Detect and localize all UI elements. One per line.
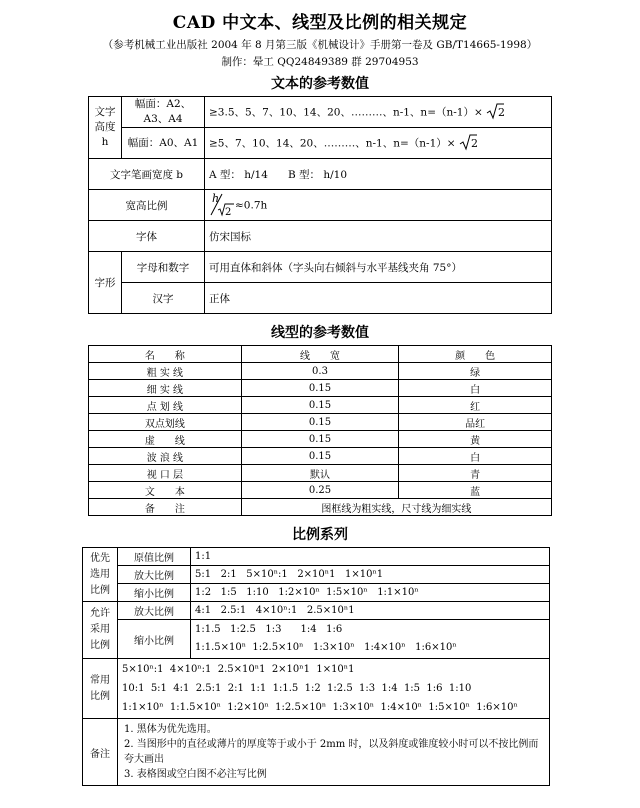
preferred-label: 优先选用比例 bbox=[83, 548, 118, 602]
shape-label: 字形 bbox=[89, 252, 122, 314]
line-width: 0.15 bbox=[241, 414, 398, 431]
allowed-reduce-line-1: 1:1.5 1:2.5 1:3 1:4 1:6 bbox=[195, 624, 343, 635]
frame-a0a1-label: 幅面：A0、A1 bbox=[122, 128, 205, 159]
allowed-enlarge-label: 放大比例 bbox=[118, 602, 191, 620]
letters-value: 可用直体和斜体（字头向右倾斜与水平基线夹角 75°） bbox=[205, 252, 552, 283]
common-line-3: 1:1×10ⁿ 1:1.5×10ⁿ 1:2×10ⁿ 1:2.5×10ⁿ 1:3×10ⁿ 1:4×10ⁿ 1:5×10ⁿ 1:6×10ⁿ bbox=[122, 702, 518, 713]
stroke-width-label: 文字笔画宽度 b bbox=[89, 159, 205, 190]
line-width: 0.15 bbox=[241, 380, 398, 397]
text-section-heading: 文本的参考数值 bbox=[271, 76, 369, 92]
sqrt2-symbol bbox=[486, 102, 504, 123]
orig-label: 原值比例 bbox=[118, 548, 191, 566]
ratio-h: h bbox=[212, 191, 220, 205]
scale-section-heading: 比例系列 bbox=[292, 527, 348, 543]
ratio-value bbox=[205, 190, 552, 221]
line-width: 0.3 bbox=[241, 363, 398, 380]
common-label: 常用比例 bbox=[83, 659, 118, 719]
col-color-header: 颜 色 bbox=[399, 346, 552, 363]
line-width: 默认 bbox=[241, 465, 398, 482]
line-color: 绿 bbox=[399, 363, 552, 380]
common-line-1: 5×10ⁿ:1 4×10ⁿ:1 2.5×10ⁿ1 2×10ⁿ1 1×10ⁿ1 bbox=[122, 664, 355, 675]
ratio-sqrt2: 2 bbox=[225, 206, 232, 218]
font-label: 字体 bbox=[89, 221, 205, 252]
page-title: CAD 中文本、线型及比例的相关规定 bbox=[172, 13, 468, 33]
line-name: 波 浪 线 bbox=[89, 448, 242, 465]
enlarge-label: 放大比例 bbox=[118, 566, 191, 584]
author-line: 制作：晕工 QQ24849389 群 29704953 bbox=[221, 56, 419, 68]
table-header-row bbox=[89, 346, 552, 363]
values-a0a1-text: ≥5、7、10、14、20、………、n-1、n=（n-1）× bbox=[209, 137, 456, 149]
sqrt2-digit: 2 bbox=[498, 105, 506, 119]
table-row bbox=[89, 363, 552, 380]
remark-3: 3. 表格图或空白图不必注写比例 bbox=[124, 769, 267, 780]
line-name: 细 实 线 bbox=[89, 380, 242, 397]
ratio-approx: ≈0.7h bbox=[235, 199, 268, 211]
line-width: 0.25 bbox=[241, 482, 398, 499]
line-type-table bbox=[88, 345, 552, 516]
text-height-label: 文字高度h bbox=[89, 97, 122, 159]
reference-note: （参考机械工业出版社 2004 年 8 月第三版《机械设计》手册第一卷及 GB/T14665-1998） bbox=[102, 39, 538, 51]
font-value: 仿宋国标 bbox=[205, 221, 552, 252]
line-color: 白 bbox=[399, 380, 552, 397]
frame-a2a4-label: 幅面：A2、A3、A4 bbox=[122, 97, 205, 128]
table-row bbox=[89, 414, 552, 431]
line-name: 粗 实 线 bbox=[89, 363, 242, 380]
allowed-label: 允许采用比例 bbox=[83, 602, 118, 659]
line-color: 白 bbox=[399, 448, 552, 465]
remark-1: 1. 黑体为优先选用。 bbox=[124, 724, 217, 735]
remarks-label: 备注 bbox=[83, 719, 118, 786]
line-width: 0.15 bbox=[241, 431, 398, 448]
table-row bbox=[89, 465, 552, 482]
line-section-heading: 线型的参考数值 bbox=[271, 325, 369, 341]
sqrt2-digit: 2 bbox=[470, 136, 478, 150]
values-a2a4-text: ≥3.5、5、7、10、14、20、………、n-1、n=（n-1）× bbox=[209, 106, 483, 118]
line-color: 红 bbox=[399, 397, 552, 414]
sqrt2-symbol bbox=[459, 133, 477, 154]
note-value: 图框线为粗实线，尺寸线为细实线 bbox=[241, 499, 551, 516]
line-name: 虚 线 bbox=[89, 431, 242, 448]
table-row bbox=[89, 499, 552, 516]
scale-series-table bbox=[82, 547, 550, 786]
hanzi-label: 汉字 bbox=[122, 283, 205, 314]
table-row bbox=[89, 482, 552, 499]
h-over-sqrt2-fraction bbox=[209, 191, 235, 220]
common-line-2: 10:1 5:1 4:1 2.5:1 2:1 1:1 1:1.5 1:2 1:2.5 1:3 1:4 1:5 1:6 1:10 bbox=[122, 683, 472, 694]
orig-value: 1:1 bbox=[191, 548, 550, 566]
line-width: 0.15 bbox=[241, 397, 398, 414]
reduce-value: 1:2 1:5 1:10 1:2×10ⁿ 1:5×10ⁿ 1:1×10ⁿ bbox=[191, 584, 550, 602]
line-color: 黄 bbox=[399, 431, 552, 448]
allowed-enlarge-value: 4:1 2.5:1 4×10ⁿ:1 2.5×10ⁿ1 bbox=[191, 602, 550, 620]
allowed-reduce-label: 缩小比例 bbox=[118, 620, 191, 659]
col-width-header: 线 宽 bbox=[241, 346, 398, 363]
hanzi-value: 正体 bbox=[205, 283, 552, 314]
stroke-width-value: A 型： h/14 B 型： h/10 bbox=[205, 159, 552, 190]
line-name: 视 口 层 bbox=[89, 465, 242, 482]
table-row bbox=[89, 431, 552, 448]
col-name-header: 名 称 bbox=[89, 346, 242, 363]
note-label: 备 注 bbox=[89, 499, 242, 516]
table-row bbox=[89, 448, 552, 465]
line-color: 品红 bbox=[399, 414, 552, 431]
allowed-reduce-line-2: 1:1.5×10ⁿ 1:2.5×10ⁿ 1:3×10ⁿ 1:4×10ⁿ 1:6×10ⁿ bbox=[195, 642, 457, 653]
values-a2a4 bbox=[205, 97, 552, 128]
reduce-label: 缩小比例 bbox=[118, 584, 191, 602]
line-name: 点 划 线 bbox=[89, 397, 242, 414]
enlarge-value: 5:1 2:1 5×10ⁿ:1 2×10ⁿ1 1×10ⁿ1 bbox=[191, 566, 550, 584]
values-a0a1 bbox=[205, 128, 552, 159]
table-row bbox=[89, 397, 552, 414]
remark-2: 2. 当图形中的直径或薄片的厚度等于或小于 2mm 时，以及斜度或锥度较小时可以不按比例而夸大画出 bbox=[124, 739, 539, 765]
letters-label: 字母和数字 bbox=[122, 252, 205, 283]
table-row bbox=[89, 380, 552, 397]
text-reference-table bbox=[88, 96, 552, 314]
ratio-label: 宽高比例 bbox=[89, 190, 205, 221]
line-name: 文 本 bbox=[89, 482, 242, 499]
line-color: 蓝 bbox=[399, 482, 552, 499]
line-width: 0.15 bbox=[241, 448, 398, 465]
line-name: 双点划线 bbox=[89, 414, 242, 431]
line-color: 青 bbox=[399, 465, 552, 482]
